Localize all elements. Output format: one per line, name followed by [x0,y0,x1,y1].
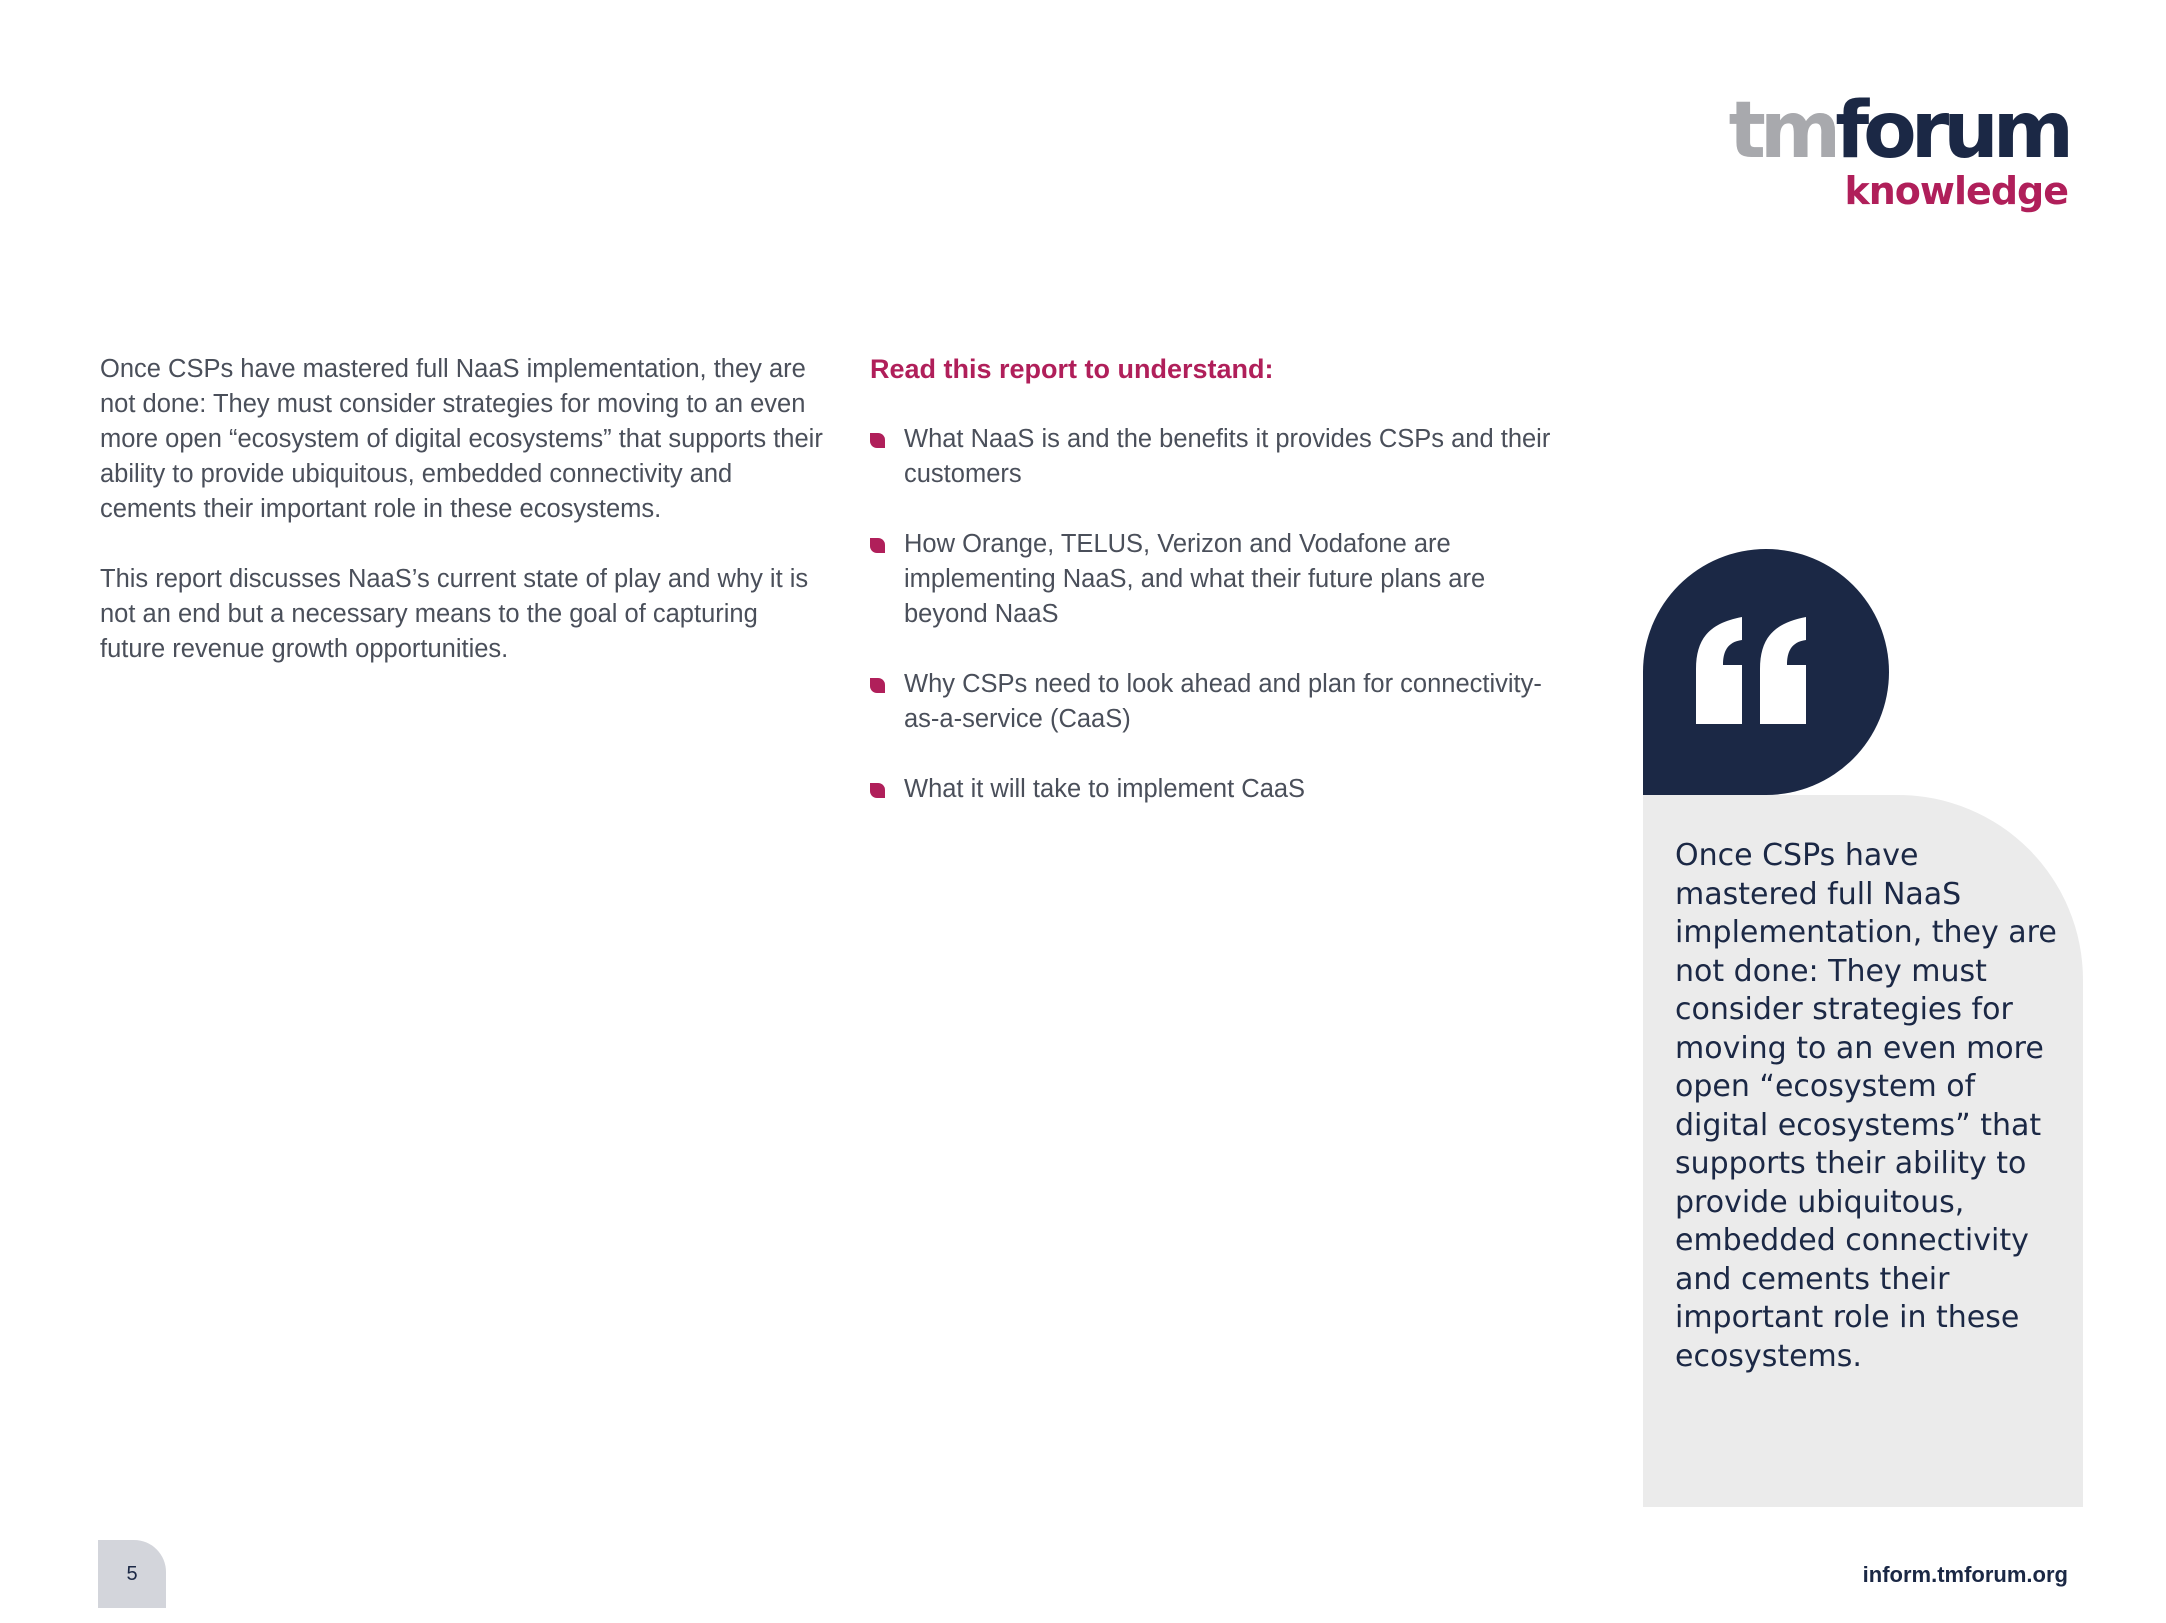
quote-badge [1643,549,1889,795]
intro-column [100,352,830,702]
list-item-text: How Orange, TELUS, Verizon and Vodafone are implementing NaaS, and what their future plans are beyond NaaS [904,530,1486,628]
list-item [870,667,1560,737]
highlights-heading: Read this report to understand: [870,354,1274,384]
list-item-text: Why CSPs need to look ahead and plan for connectivity-as-a-service (CaaS) [904,670,1542,733]
page-number: 5 [98,1540,166,1608]
list-item-text: What NaaS is and the benefits it provides CSPs and their customers [904,425,1551,488]
logo-wordmark [1728,86,2068,176]
pull-quote-text: Once CSPs have mastered full NaaS implementation, they are not done: They must consider strategies for moving to an even more open “ecosystem of digital ecosystems” that supports their ability to provide ubiquitous, embedded connectivity and cements their important role in these ecosystems. [1675,838,2057,1374]
footer-url: inform.tmforum.org [1862,1562,2068,1587]
tmforum-knowledge-logo [1728,86,2068,213]
report-highlights [870,352,1560,842]
logo-tm: tm [1728,86,1836,176]
list-item-text: What it will take to implement CaaS [904,775,1306,803]
bullet-icon [870,433,885,448]
highlights-list [870,422,1560,807]
list-item [870,527,1560,632]
bullet-icon [870,538,885,553]
logo-forum: forum [1835,86,2068,176]
logo-knowledge: knowledge [1844,169,2068,213]
intro-paragraph-1: Once CSPs have mastered full NaaS implementation, they are not done: They must consider strategies for moving to an even more open “ecosystem of digital ecosystems” that supports their ability to provide ubiquitous, embedded connectivity and cements their important role in these ecosystems. [100,355,823,523]
bullet-icon [870,678,885,693]
quote-icon [1643,549,1889,795]
intro-paragraph-2: This report discusses NaaS’s current state of play and why it is not an end but a necessary means to the goal of capturing future revenue growth opportunities. [100,565,809,663]
list-item [870,772,1560,807]
list-item [870,422,1560,492]
pull-quote-box [1643,795,2083,1507]
bullet-icon [870,783,885,798]
